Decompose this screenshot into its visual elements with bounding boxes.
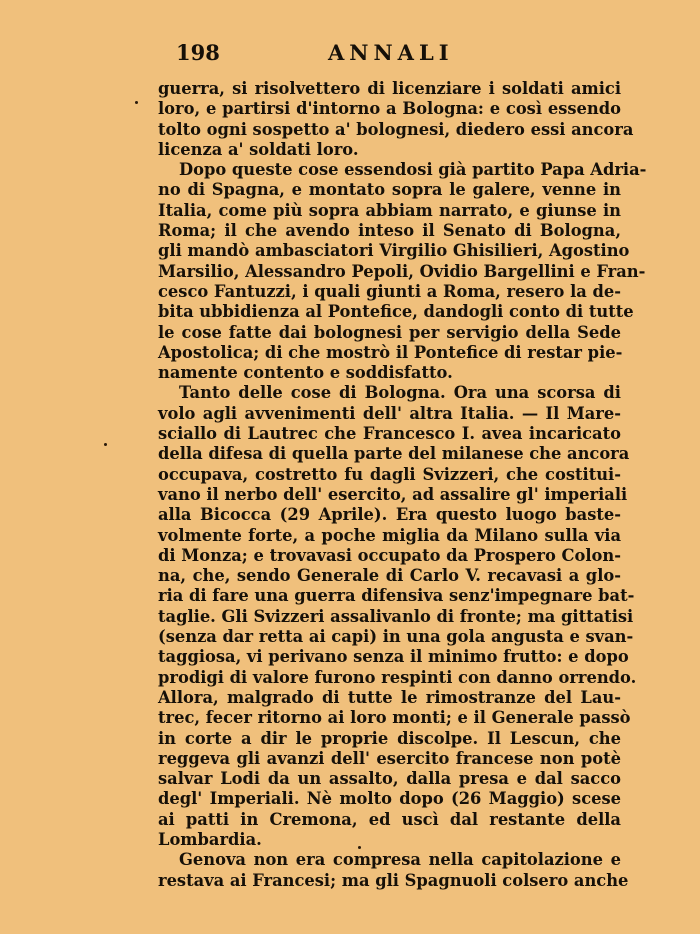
text-line: di Monza; e trovavasi occupato da Prospero Colon- (158, 545, 621, 565)
text-line: Roma; il che avendo inteso il Senato di Bologna, (158, 221, 621, 241)
text-line: Apostolica; di che mostrò il Pontefice di restar pie- (158, 342, 623, 362)
text-line: volmente forte, a poche miglia da Milano sulla via (158, 525, 621, 545)
text-line: (senza dar retta ai capi) in una gola angusta e svan- (158, 627, 634, 647)
running-head: ANNALI (328, 40, 454, 65)
page-header (160, 40, 630, 70)
page-number: 198 (176, 40, 220, 65)
text-line: volo agli avvenimenti dell' altra Italia. — Il Mare- (158, 403, 621, 423)
text-line: cesco Fantuzzi, i quali giunti a Roma, resero la de- (158, 281, 621, 301)
text-line: prodigi di valore furono respinti con danno orrendo. (158, 667, 637, 687)
text-line: ria di fare una guerra difensiva senz'impegnare bat- (158, 586, 635, 606)
text-line: Dopo queste cose essendosi già partito Papa Adria- (179, 160, 647, 180)
text-line: in corte a dir le proprie discolpe. Il Lescun, che (158, 728, 621, 748)
text-line: guerra, si risolvettero di licenziare i soldati amici (158, 79, 621, 98)
text-line: Tanto delle cose di Bologna. Ora una scorsa di (179, 383, 621, 403)
text-line: sciallo di Lautrec che Francesco I. avea incaricato (158, 424, 621, 444)
text-line: taglie. Gli Svizzeri assalivanlo di fronte; ma gittatisi (158, 606, 634, 626)
text-line: le cose fatte dai bolognesi per servigio della Sede (158, 322, 621, 342)
text-line: Marsilio, Alessandro Pepoli, Ovidio Bargellini e Fran- (158, 261, 646, 281)
body-text (158, 79, 647, 891)
text-line: degl' Imperiali. Nè molto dopo (26 Maggio) scese (158, 789, 621, 809)
text-line: na, che, sendo Generale di Carlo V. recavasi a glo- (158, 566, 621, 586)
ink-speck (135, 101, 138, 104)
text-line: no di Spagna, e montato sopra le galere, venne in (158, 180, 621, 200)
text-line: licenza a' soldati loro. (158, 139, 359, 159)
text-line: Allora, malgrado di tutte le rimostranze del Lau- (158, 687, 621, 707)
text-line: salvar Lodi da un assalto, dalla presa e dal sacco (158, 769, 621, 789)
text-line: gli mandò ambasciatori Virgilio Ghisilieri, Agostino (158, 241, 630, 261)
ink-speck (104, 443, 107, 446)
text-line: occupava, costretto fu dagli Svizzeri, che costitui- (158, 464, 621, 484)
text-line: namente contento e soddisfatto. (158, 363, 453, 383)
text-line: Lombardia. (158, 829, 262, 849)
text-line: vano il nerbo dell' esercito, ad assalire gl' imperiali (158, 484, 628, 504)
text-line: reggeva gli avanzi dell' esercito francese non potè (158, 748, 621, 768)
text-line: loro, e partirsi d'intorno a Bologna: e così essendo (158, 99, 621, 119)
text-line: ai patti in Cremona, ed uscì dal restante della (158, 809, 621, 829)
text-line: trec, fecer ritorno ai loro monti; e il Generale passò (158, 708, 631, 728)
text-line: tolto ogni sospetto a' bolognesi, diedero essi ancora (158, 119, 634, 139)
text-line: restava ai Francesi; ma gli Spagnuoli colsero anche (158, 870, 629, 890)
ink-speck (358, 846, 361, 849)
text-line: Genova non era compresa nella capitolazione e (179, 850, 621, 870)
text-line: della difesa di quella parte del milanese che ancora (158, 444, 630, 464)
text-line: Italia, come più sopra abbiam narrato, e giunse in (158, 200, 621, 220)
text-line: taggiosa, vi perivano senza il minimo frutto: e dopo (158, 647, 629, 667)
text-line: bita ubbidienza al Pontefice, dandogli conto di tutte (158, 302, 634, 322)
text-line: alla Bicocca (29 Aprile). Era questo luogo baste- (158, 505, 621, 525)
